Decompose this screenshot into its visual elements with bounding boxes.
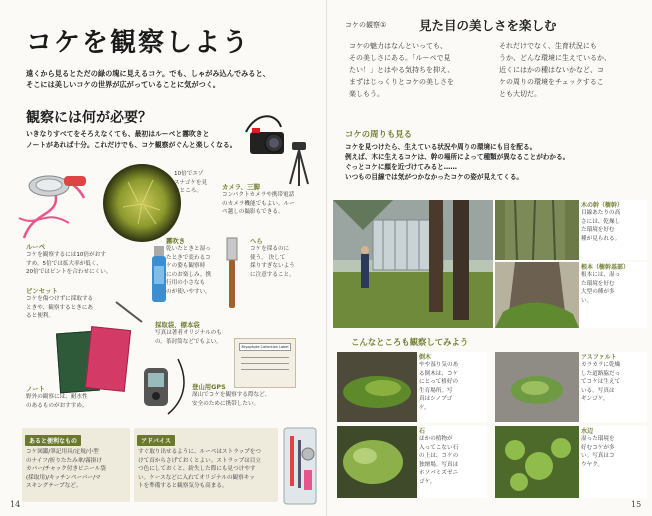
- tree-scene-photo: [333, 200, 493, 328]
- waterside-text-4: ウヤク。: [581, 461, 604, 468]
- tweezers-text-1: コケを傷つけずに採取する: [26, 296, 94, 302]
- stone-text-3: の上は、コケの: [419, 453, 459, 460]
- fallen-log-text-2: る倒木は、コケ: [419, 370, 459, 377]
- fallen-log-text-1: やや湿り気のあ: [419, 362, 459, 368]
- subsection-1-title-text: コケの周りも見る: [345, 129, 412, 139]
- advice-box: [134, 428, 278, 502]
- section-heading: [26, 107, 152, 127]
- tree-trunk-text-1: 目線あたりの高: [581, 210, 621, 216]
- sub1-line: ぐっとコケに顔を近づけてみると……: [345, 163, 457, 171]
- spray-text-3: ケの姿も観察時: [166, 263, 206, 270]
- col2-line: うか、どんな環境に生えているか、: [499, 54, 611, 62]
- page-title: コケを観察しよう: [26, 28, 251, 58]
- fallen-log-caption: [419, 352, 487, 422]
- tree-root-photo: [495, 262, 579, 328]
- fallen-log-text-4: 生育場所。写: [419, 387, 453, 394]
- spray-label: 霧吹き: [166, 237, 186, 245]
- camera-tripod-illustration: [236, 112, 320, 188]
- spray-text-5: 行用の小さなも: [166, 280, 206, 287]
- tree-trunk-caption: [581, 200, 647, 260]
- series-tag: コケの観察①: [345, 21, 387, 29]
- spatula-text-4: に注意すること。: [250, 271, 295, 278]
- tree-trunk-text-2: さには、乾燥し: [581, 218, 621, 225]
- page-number-right: 15: [631, 500, 642, 509]
- camera-text-1: コンパクトカメラや携帯電話: [222, 192, 295, 198]
- waterside-text-1: 湿った環境を: [581, 436, 615, 442]
- stone-text-5: ホソバミズゼニ: [419, 470, 459, 477]
- moss-caption: [174, 170, 207, 196]
- fallen-log-label: 倒木: [419, 354, 432, 361]
- asphalt-photo: [495, 352, 579, 422]
- tweezers-label: ピンセット: [26, 287, 58, 295]
- bag-text-2: の。茶封筒などでもよい。: [155, 338, 222, 345]
- advice-text-4: い。ケースなどに入れてオリジナルの観察キッ: [138, 474, 255, 481]
- col2-line: 近くにはかの種はないかなど、コ: [499, 66, 604, 74]
- intro-line-2: そこには美しいコケの世界が広がっていることに気がつく。: [26, 80, 220, 89]
- section-lead-line-1: いきなりすべてをそろえなくても、最初はルーペと霧吹きと: [26, 130, 210, 138]
- tree-root-label: 根本（樹幹基部）: [581, 264, 630, 271]
- camera-text-3: ペ越しの撮影もできる。: [222, 209, 284, 216]
- col2-line: それだけでなく、生育状況にも: [499, 42, 597, 50]
- advice-title: アドバイス: [137, 435, 175, 446]
- note-text-2: のあるものがおすすめ。: [26, 402, 88, 409]
- camera-label: カメラ、三脚: [222, 183, 260, 191]
- tweezers-text-2: ときや、観察するときにあ: [26, 304, 94, 311]
- asphalt-label: アスファルト: [581, 354, 617, 361]
- bag-text-1: 写真は著者オリジナルのも: [155, 330, 222, 336]
- advice-text-1: すぐ取り出せるように、ルーペはストラップをつ: [138, 449, 261, 455]
- section-lead-line-2: ノートがあれば十分。これだけでも、コケ観察がぐんと楽しくなる。: [26, 141, 237, 149]
- stone-caption: [419, 426, 487, 498]
- handy-items-text-5: スキングテープなど。: [26, 483, 82, 490]
- observation-kit-illustration: [280, 424, 320, 508]
- stone-text-2: 入ってこない石: [419, 444, 459, 451]
- sub1-line: 例えば、木に生えるコケは、幹の場所によって種類が異なることがわかる。: [345, 153, 570, 161]
- bag-label: 採取袋、標本袋: [155, 321, 200, 329]
- tree-trunk-photo: [495, 200, 579, 260]
- intro-column-1: [349, 40, 489, 100]
- waterside-photo: [495, 426, 579, 498]
- gps-text-1: 深山でコケを観察する際など、: [192, 392, 271, 398]
- spray-text-4: にのお楽しみ。携: [166, 271, 212, 278]
- spray-text-6: のが使いやすい。: [166, 288, 211, 295]
- col1-line: コケの魅力はなんといっても、: [349, 42, 447, 50]
- advice-text-2: けて首からさげておくとよい。ストラップは目立: [138, 457, 261, 464]
- subsection-1-title: [345, 128, 412, 140]
- col1-line: たい！」とはやる気持ちを抑え、: [349, 66, 455, 74]
- handy-items-text-2: のナイフ/折りたたみ傘/霧掛け: [26, 457, 102, 464]
- spatula-text-1: コケを採るのに: [250, 246, 290, 252]
- intro-line-1: 遠くから見るとただの緑の塊に見えるコケ。でも、しゃがみ込んでみると、: [26, 69, 270, 78]
- fallen-log-text-5: 真はシノブゴ: [419, 396, 453, 403]
- loupe-text-1: コケを観察するには10倍がおす: [26, 252, 106, 258]
- loupe-text-2: すめ。5倍では拡大率が低く、: [26, 260, 102, 267]
- tree-trunk-label: 木の幹（樹幹）: [581, 202, 624, 209]
- right-heading: 見た目の美しさを楽しむ: [419, 18, 557, 33]
- gps-label: 登山用GPS: [192, 383, 226, 391]
- note-item: [26, 384, 126, 410]
- pink-notebook: [85, 326, 131, 392]
- waterside-text-3: い。写真はコ: [581, 453, 615, 460]
- stone-text-6: ゴケ。: [419, 478, 436, 485]
- camera-item: [222, 182, 322, 217]
- moss-caption-line-2: スナゴケを見: [174, 179, 208, 186]
- col2-line: ケの周りの環境をチェックするこ: [499, 78, 604, 86]
- tree-trunk-text-3: た環境を好む: [581, 227, 615, 234]
- waterside-caption: [581, 426, 647, 498]
- tweezers-text-3: ると便利。: [26, 313, 54, 320]
- loupe-illustration: [14, 168, 96, 246]
- tree-root-text-2: た環境を好む: [581, 280, 615, 287]
- asphalt-text-5: ギンゴケ。: [581, 396, 609, 403]
- gps-item: [192, 382, 312, 408]
- asphalt-text-2: した道路脇だっ: [581, 370, 621, 377]
- tree-root-caption: [581, 262, 647, 328]
- fallen-log-text-6: ケ。: [419, 404, 430, 411]
- handy-items-title: あると便利なもの: [25, 435, 81, 446]
- intro-column-2: [499, 40, 639, 100]
- subsection-2-title-text: こんなところも観察してみよう: [351, 337, 469, 347]
- note-text-1: 野外の観察には、耐水性: [26, 394, 88, 400]
- spatula-illustration: [224, 236, 240, 310]
- col1-line: その美しさにある。「ルーペで見: [349, 54, 451, 62]
- stone-text-4: 独壇場。写真は: [419, 461, 459, 468]
- moss-caption-line-3: たところ。: [174, 188, 202, 195]
- subsection-2-title: [351, 336, 468, 348]
- page-number-left: 14: [10, 500, 21, 509]
- spray-text-2: たときで変わるコ: [166, 254, 211, 261]
- right-page: [326, 0, 652, 516]
- bag-label-strip: Bryophyte Collection Label: [239, 343, 291, 351]
- handy-items-box: [22, 428, 130, 502]
- intro-text: [26, 68, 316, 90]
- gps-illustration: [138, 354, 190, 418]
- waterside-text-2: 好むコケが多: [581, 444, 615, 451]
- tree-trunk-text-4: 種が見られる。: [581, 235, 621, 242]
- note-label: ノート: [26, 385, 45, 393]
- advice-text-3: つ色にしておくと、紛失した際にも見つけやす: [138, 466, 256, 473]
- tree-root-text-3: 大型の種が多: [581, 289, 615, 296]
- camera-text-2: のカメラ機能でもよい。ルー: [222, 200, 295, 207]
- col1-line: 楽しもう。: [349, 90, 384, 98]
- magnified-moss-photo: [98, 162, 186, 244]
- waterside-label: 水辺: [581, 428, 594, 435]
- fallen-log-photo: [337, 352, 417, 422]
- handy-items-text-3: カバー/チャック付きビニール袋: [26, 466, 106, 473]
- handy-items-text-4: (採取用)/キッチンペーパー/マ: [26, 474, 101, 481]
- col1-line: まずはじっくりとコケの美しさを: [349, 78, 454, 86]
- sub1-line: いつもの目線では気がつかなかったコケの姿が見えてくる。: [345, 173, 524, 181]
- spray-item: [166, 236, 220, 297]
- spray-text-1: 乾いたときと湿っ: [166, 246, 211, 252]
- spatula-item: [250, 236, 320, 279]
- section-heading-text: 観察には何が必要？: [26, 110, 152, 126]
- handy-items-text-1: コケ図鑑/筆記用具/定規/小型: [26, 449, 99, 455]
- col2-line: とも大切だ。: [499, 90, 541, 98]
- asphalt-text-4: いる。写真は: [581, 387, 615, 394]
- loupe-text-3: 20倍ではピントを合わせにくい。: [26, 269, 112, 276]
- loupe-label: ルーペ: [26, 243, 46, 251]
- tweezers-illustration: [114, 300, 144, 324]
- stone-label: 石: [419, 428, 426, 435]
- sub1-line: コケを見つけたら、生えている状況や周りの環境にも目を配る。: [345, 143, 537, 151]
- fallen-log-text-3: にとって格好の: [419, 379, 459, 386]
- spatula-label: へら: [250, 237, 263, 245]
- stone-text-1: ほかの植物が: [419, 436, 453, 442]
- loupe-item: [26, 242, 136, 277]
- specimen-bag-photo: [234, 338, 296, 388]
- moss-caption-line-1: 10倍でエゾ: [174, 171, 204, 177]
- spatula-text-2: 使う。 決して: [250, 254, 286, 261]
- asphalt-text-3: てコケは生えて: [581, 379, 621, 386]
- asphalt-caption: [581, 352, 647, 422]
- stone-photo: [337, 426, 417, 498]
- asphalt-text-1: カラカラに乾燥: [581, 362, 621, 368]
- advice-text-5: トを準備すると観察気分も高まる。: [138, 483, 228, 490]
- tree-root-text-1: 根本には、湿っ: [581, 272, 621, 278]
- spatula-text-3: 採りすぎないよう: [250, 263, 295, 270]
- gps-text-2: 安全のために携帯したい。: [192, 400, 260, 407]
- subsection-1-text: [345, 142, 645, 182]
- tree-root-text-4: い。: [581, 297, 593, 304]
